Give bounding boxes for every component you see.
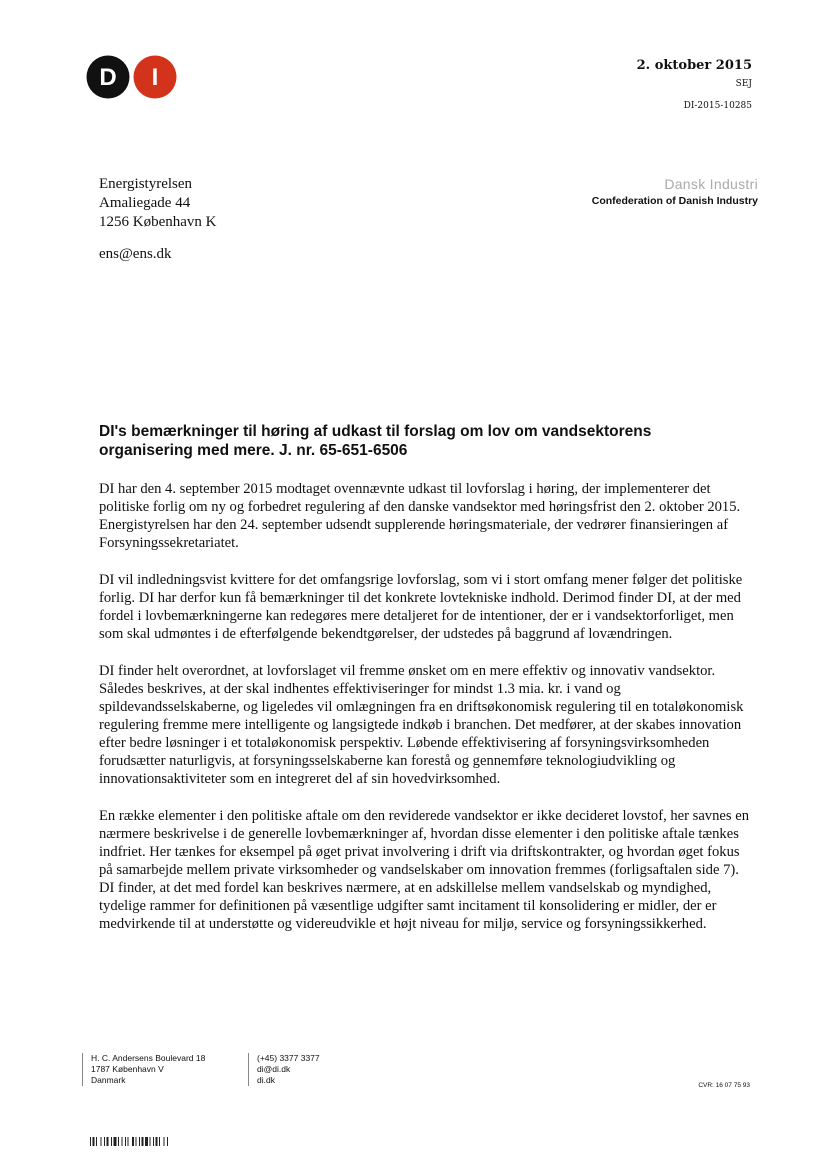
- letter-title: DI's bemærkninger til høring af udkast til forslag om lov om vandsektorens organisering med mere. J. nr. 65-651-6506: [99, 423, 652, 459]
- letter-date: 2. oktober 2015: [636, 58, 752, 73]
- letter-body: [99, 480, 749, 952]
- barcode-bar: [153, 1137, 154, 1146]
- barcode-bar: [164, 1137, 165, 1146]
- brand-name: Dansk Industri: [664, 176, 758, 192]
- barcode-bar: [122, 1137, 123, 1146]
- footer-email: di@di.dk: [257, 1064, 291, 1074]
- footer-website: di.dk: [257, 1075, 275, 1085]
- letter-initials: SEJ: [735, 79, 752, 89]
- brand-block: [592, 176, 758, 207]
- footer-cvr: CVR: 16 07 75 93: [698, 1082, 750, 1089]
- paragraph-4: En række elementer i den politiske aftale om den reviderede vandsektor er ikke decideret lovstof, her savnes en nærmere beskrivelse i de generelle lovbemærkninger af, hvordan disse elementer i den politiske aftale tænkes indfriet. Her tænkes for eksempel på øget privat involvering i drift via driftskontrakter, og hvordan øget fokus på samarbejde mellem private virksomheder og vandselskaber om innovation fremmes (forligsaftalen side 7). DI finder, at det med fordel kan beskrives nærmere, at en adskillelse mellem vandselskab og myndighed, tydelige rammer for definitionen på væsentlige udgifter samt incitament til konsolidering er midler, der er medvirkende til at understøtte og videreudvikle et højt niveau for miljø, service og forsyningssikkerhed.: [99, 808, 749, 932]
- barcode-bar: [136, 1137, 137, 1146]
- barcode-bar: [156, 1137, 158, 1146]
- barcode-bar: [150, 1137, 151, 1146]
- barcode-bar: [125, 1137, 126, 1146]
- recipient-email: ens@ens.dk: [99, 246, 172, 262]
- barcode-bar: [114, 1137, 117, 1146]
- barcode-bar: [101, 1137, 102, 1146]
- recipient-address: [99, 175, 216, 232]
- barcode-bar: [93, 1137, 95, 1146]
- recipient-street: Amaliegade 44: [99, 195, 191, 211]
- barcode-bar: [111, 1137, 112, 1146]
- paragraph-2: DI vil indledningsvist kvittere for det omfangsrige lovforslag, som vi i stort omfang mener følger det politiske forlig. DI har derfor kun få bemærkninger til det konkrete lovtekniske indhold. Derimod finder DI, at der med fordel i lovbemærkningerne kan redegøres mere detaljeret for de intentioner, der er i vandsektorforliget, men som skal udmøntes i de efterfølgende bekendtgørelser, der udstedes på baggrund af lovændringen.: [99, 572, 743, 642]
- barcode-bar: [132, 1137, 134, 1146]
- paragraph-1: DI har den 4. september 2015 modtaget ovennævnte udkast til lovforslag i høring, der implementerer det politiske forlig om ny og forbedret regulering af den danske vandsektor med høringsfrist den 2. oktober 2015. Energistyrelsen har den 24. september udsendt supplerende høringsmateriale, der vedrører finansieringen af Forsyningssekretariatet.: [99, 481, 741, 551]
- barcode-icon: [90, 1137, 216, 1146]
- barcode-bar: [90, 1137, 91, 1146]
- footer-contact: [248, 1053, 320, 1086]
- di-logo: [86, 54, 178, 100]
- footer-address-country: Danmark: [91, 1075, 126, 1085]
- barcode-bar: [142, 1137, 144, 1146]
- barcode-bar: [167, 1137, 168, 1146]
- di-logo-icon: [86, 54, 178, 100]
- barcode-bar: [96, 1137, 97, 1146]
- recipient-name: Energistyrelsen: [99, 176, 193, 192]
- letter-meta: [637, 58, 752, 111]
- letter-reference: DI-2015-10285: [683, 101, 752, 111]
- footer-address-city: 1787 København V: [91, 1064, 164, 1074]
- barcode-bar: [159, 1137, 160, 1146]
- footer-address: [82, 1053, 205, 1086]
- footer-address-street: H. C. Andersens Boulevard 18: [91, 1053, 206, 1063]
- barcode-bar: [139, 1137, 140, 1146]
- barcode-bar: [128, 1137, 129, 1146]
- barcode: [90, 1137, 216, 1146]
- paragraph-3: DI finder helt overordnet, at lovforslaget vil fremme ønsket om en mere effektiv og innovativ vandsektor. Således beskrives, at der skal indhentes effektiviseringer for mindst 1.3 mia. kr. i vand og spildevandsselskaberne, og ligeledes vil omlægningen fra en driftsøkonomisk regulering til en totaløkonomisk regulering fremme mere intelligente og langsigtede indkøb i branchen. Det medfører, at der skabes innovation efter bedre løsninger i et totaløkonomisk perspektiv. Løbende effektivisering af forsyningsvirksomheden forudsætter naturligvis, at forsyningsselskaberne kan forestå og gennemføre teknologiudvikling og innovationsaktiviteter som en integreret del af sin hovedvirksomhed.: [99, 663, 744, 787]
- logo-letter-d: D: [99, 64, 117, 91]
- brand-subtitle: Confederation of Danish Industry: [591, 195, 758, 207]
- recipient-city: 1256 København K: [99, 214, 217, 230]
- barcode-bar: [104, 1137, 105, 1146]
- barcode-bar: [107, 1137, 109, 1146]
- logo-letter-i: I: [151, 64, 159, 91]
- footer-phone: (+45) 3377 3377: [257, 1053, 320, 1063]
- barcode-bar: [145, 1137, 148, 1146]
- barcode-bar: [118, 1137, 119, 1146]
